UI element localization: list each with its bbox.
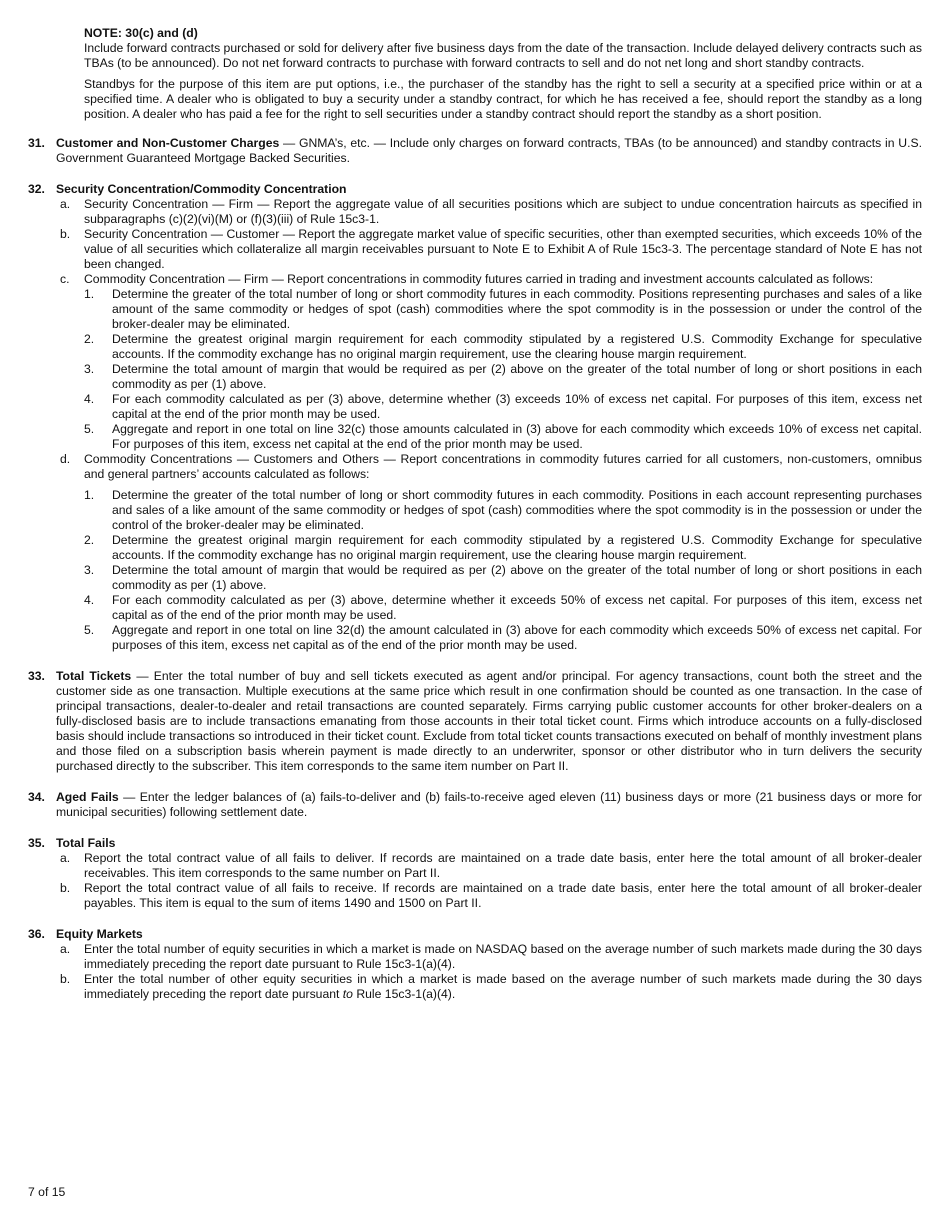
item-title [56,836,922,851]
subitem-text: Report the total contract value of all fails to deliver. If records are maintained on a trade date basis, enter here the total amount of all broker-dealer receivables. This item corresponds to the same number on Part II. [84,851,922,880]
step-text: Determine the greater of the total number of long or short commodity futures in each commodity. Positions representing purchases and sales of a like amount of the same commodity or hedges of spot (cash) commodities where the spot commodity is in the possession or under the control of the broker-dealer may be eliminated. [112,287,922,331]
subitem-text: Report the total contract value of all fails to receive. If records are maintained on a trade date basis, enter here the total amount of all broker-dealer payables. This item is equal to the sum of items 1490 and 1500 on Part II. [84,881,922,910]
step-number: 4. [84,392,95,406]
step-text: Aggregate and report in one total on line 32(c) those amounts calculated in (3) above for each commodity which exceeds 10% of excess net capital. For purposes of this item, excess net capital at the end of the prior month may be used. [112,422,922,451]
item-number: 31. [28,136,45,150]
step-32c-4 [84,392,922,422]
subitem-32b [56,227,922,272]
subitem-letter: b. [60,972,71,986]
note-paragraph-1: Include forward contracts purchased or sold for delivery after five business days from the date of the transaction. Include delayed delivery contracts such as TBAs (to be announced). Do not net forward contracts to purchase with forward contracts to sell and do not net long and short standby contracts. [84,41,922,70]
step-number: 1. [84,488,95,502]
document-page [28,26,922,1002]
subitem-36b [56,972,922,1002]
subitem-35b [56,881,922,911]
step-number: 2. [84,332,95,346]
subitem-32d [56,452,922,653]
item-text: — GNMA’s, etc. — Include only charges on forward contracts, TBAs (to be announced) and standby contracts in U.S. Government Guaranteed Mortgage Backed Securities. [56,136,922,165]
subitem-letter: a. [60,942,71,956]
item-title: Aged Fails [56,790,119,804]
item-title: Total Tickets [56,669,132,683]
step-32c-3 [84,362,922,392]
item-36 [28,927,922,1002]
subitem-text-post: Rule 15c3-1(a)(4). [352,987,456,1001]
step-text: Aggregate and report in one total on line 32(d) the amount calculated in (3) above for each commodity which exceeds 50% of excess net capital. For purposes of this item, excess net capital as of the end of the prior month may be used. [112,623,922,652]
subitem-36a [56,942,922,972]
step-number: 4. [84,593,95,607]
step-32d-5 [84,623,922,653]
step-text: Determine the greatest original margin requirement for each commodity stipulated by a registered U.S. Commodity Exchange for speculative accounts. If the commodity exchange has no original margin requirement, use the clearing house margin requirement. [112,533,922,562]
step-32d-2 [84,533,922,563]
item-text: — Enter the total number of buy and sell tickets executed as agent and/or principal. For agency transactions, count both the street and the customer side as one transaction. Multiple executions at the same price which result in one confirmation should be counted as one transaction. In the case of principal transactions, dealer-to-dealer and retail transactions are counted separately. Firms carrying public customer accounts for other broker-dealers on a fully-disclosed basis are to include transactions emanating from those accounts in their total ticket count. Firms which introduce accounts on a fully-disclosed basis should include transactions so introduced in their ticket count. Exclude from total ticket counts transactions executed on behalf of monthly investment plans and those filed on a subscription basis wherein payment is made directly to an underwriter, sponsor or other distributor who in turn delivers the security purchased directly to the subscriber. This item corresponds to the same item number on Part II. [56,669,923,773]
step-text: Determine the greatest original margin requirement for each commodity stipulated by a registered U.S. Commodity Exchange for speculative accounts. If the commodity exchange has no original margin requirement, use the clearing house margin requirement. [112,332,922,361]
step-number: 1. [84,287,95,301]
item-number: 35. [28,836,45,850]
step-text: Determine the greater of the total number of long or short commodity futures in each commodity. Positions in each account representing purchases and sales of a like amount of the same commodity or hedges of spot (cash) commodities where the spot commodity is in the possession or under the control of the broker-dealer may be eliminated. [112,488,922,532]
step-32d-1 [84,488,922,533]
item-32 [28,182,922,653]
item-35 [28,836,922,911]
step-number: 3. [84,563,95,577]
step-text: Determine the total amount of margin that would be required as per (2) above on the greater of the total number of long or short positions in each commodity as per (1) above. [112,563,922,592]
step-number: 5. [84,422,95,436]
step-32c-5 [84,422,922,452]
item-number: 33. [28,669,45,683]
item-body [56,136,922,166]
subitem-letter: a. [60,197,71,211]
subitem-text: Security Concentration — Firm — Report the aggregate value of all securities positions which are subject to undue concentration haircuts as specified in subparagraphs (c)(2)(vi)(M) or (f)(3)(iii) of Rule 15c3-1. [84,197,922,226]
subitem-letter: d. [60,452,71,466]
subitem-letter: a. [60,851,71,865]
item-title-text: Security Concentration/Commodity Concentration [56,182,347,196]
item-title-text: Total Fails [56,836,116,850]
step-text: For each commodity calculated as per (3) above, determine whether (3) exceeds 10% of excess net capital. For purposes of this item, excess net capital at the end of the prior month may be used. [112,392,922,421]
page-number: 7 of 15 [28,1185,66,1199]
subitem-text: Security Concentration — Customer — Report the aggregate market value of specific securities, other than exempted securities, which exceeds 10% of the value of all securities which collateralize all margin receivables pursuant to Note E to Exhibit A of Rule 15c3-3. The percentage standard of Note E has not been changed. [84,227,922,271]
subitem-letter: c. [60,272,70,286]
item-31 [28,136,922,166]
step-number: 2. [84,533,95,547]
step-text: For each commodity calculated as per (3) above, determine whether it exceeds 50% of excess net capital. For purposes of this item, excess net capital as of the end of the prior month may be used. [112,593,922,622]
note-30cd [84,26,922,122]
item-title-text: Equity Markets [56,927,143,941]
item-title [56,927,922,942]
subitem-letter: b. [60,881,71,895]
step-text: Determine the total amount of margin that would be required as per (2) above on the greater of the total number of long or short positions in each commodity as per (1) above. [112,362,922,391]
item-title [56,182,922,197]
item-33 [28,669,922,774]
item-number: 36. [28,927,45,941]
subitem-text-italic: to [342,987,353,1001]
subitem-text [84,972,922,1002]
note-heading: NOTE: 30(c) and (d) [84,26,198,40]
subitem-text-pre: Enter the total number of other equity securities in which a market is made based on the average number of such markets made during the 30 days immediately preceding the report date pursuant [84,972,922,1001]
subitem-text: Commodity Concentrations — Customers and Others — Report concentrations in commodity futures carried for all customers, non-customers, omnibus and general partners’ accounts calculated as follows: [84,452,922,481]
step-number: 5. [84,623,95,637]
step-32c-2 [84,332,922,362]
step-32c-1 [84,287,922,332]
item-text: — Enter the ledger balances of (a) fails-to-deliver and (b) fails-to-receive aged eleven (11) business days or more (21 business days or more for municipal securities) following settlement date. [56,790,922,819]
subitem-text: Enter the total number of equity securities in which a market is made on NASDAQ based on the average number of such markets made during the 30 days immediately preceding the report date pursuant to Rule 15c3-1(a)(4). [84,942,922,971]
note-paragraph-2: Standbys for the purpose of this item are put options, i.e., the purchaser of the standby has the right to sell a security at a specified price within or at a specified time. A dealer who is obligated to buy a security under a standby contract, for which he has received a fee, should report the standby as a long position. A dealer who has paid a fee for the right to sell securities under a standby contract should report the standby as a short position. [84,77,922,121]
item-title: Customer and Non-Customer Charges [56,136,280,150]
item-number: 34. [28,790,45,804]
step-32d-3 [84,563,922,593]
subitem-text: Commodity Concentration — Firm — Report concentrations in commodity futures carried in trading and investment accounts calculated as follows: [84,272,874,286]
subitem-35a [56,851,922,881]
item-number: 32. [28,182,45,196]
step-number: 3. [84,362,95,376]
step-32d-4 [84,593,922,623]
item-body [56,669,922,774]
subitem-32c [56,272,922,452]
subitem-32a [56,197,922,227]
subitem-letter: b. [60,227,71,241]
item-34 [28,790,922,820]
item-body [56,790,922,820]
